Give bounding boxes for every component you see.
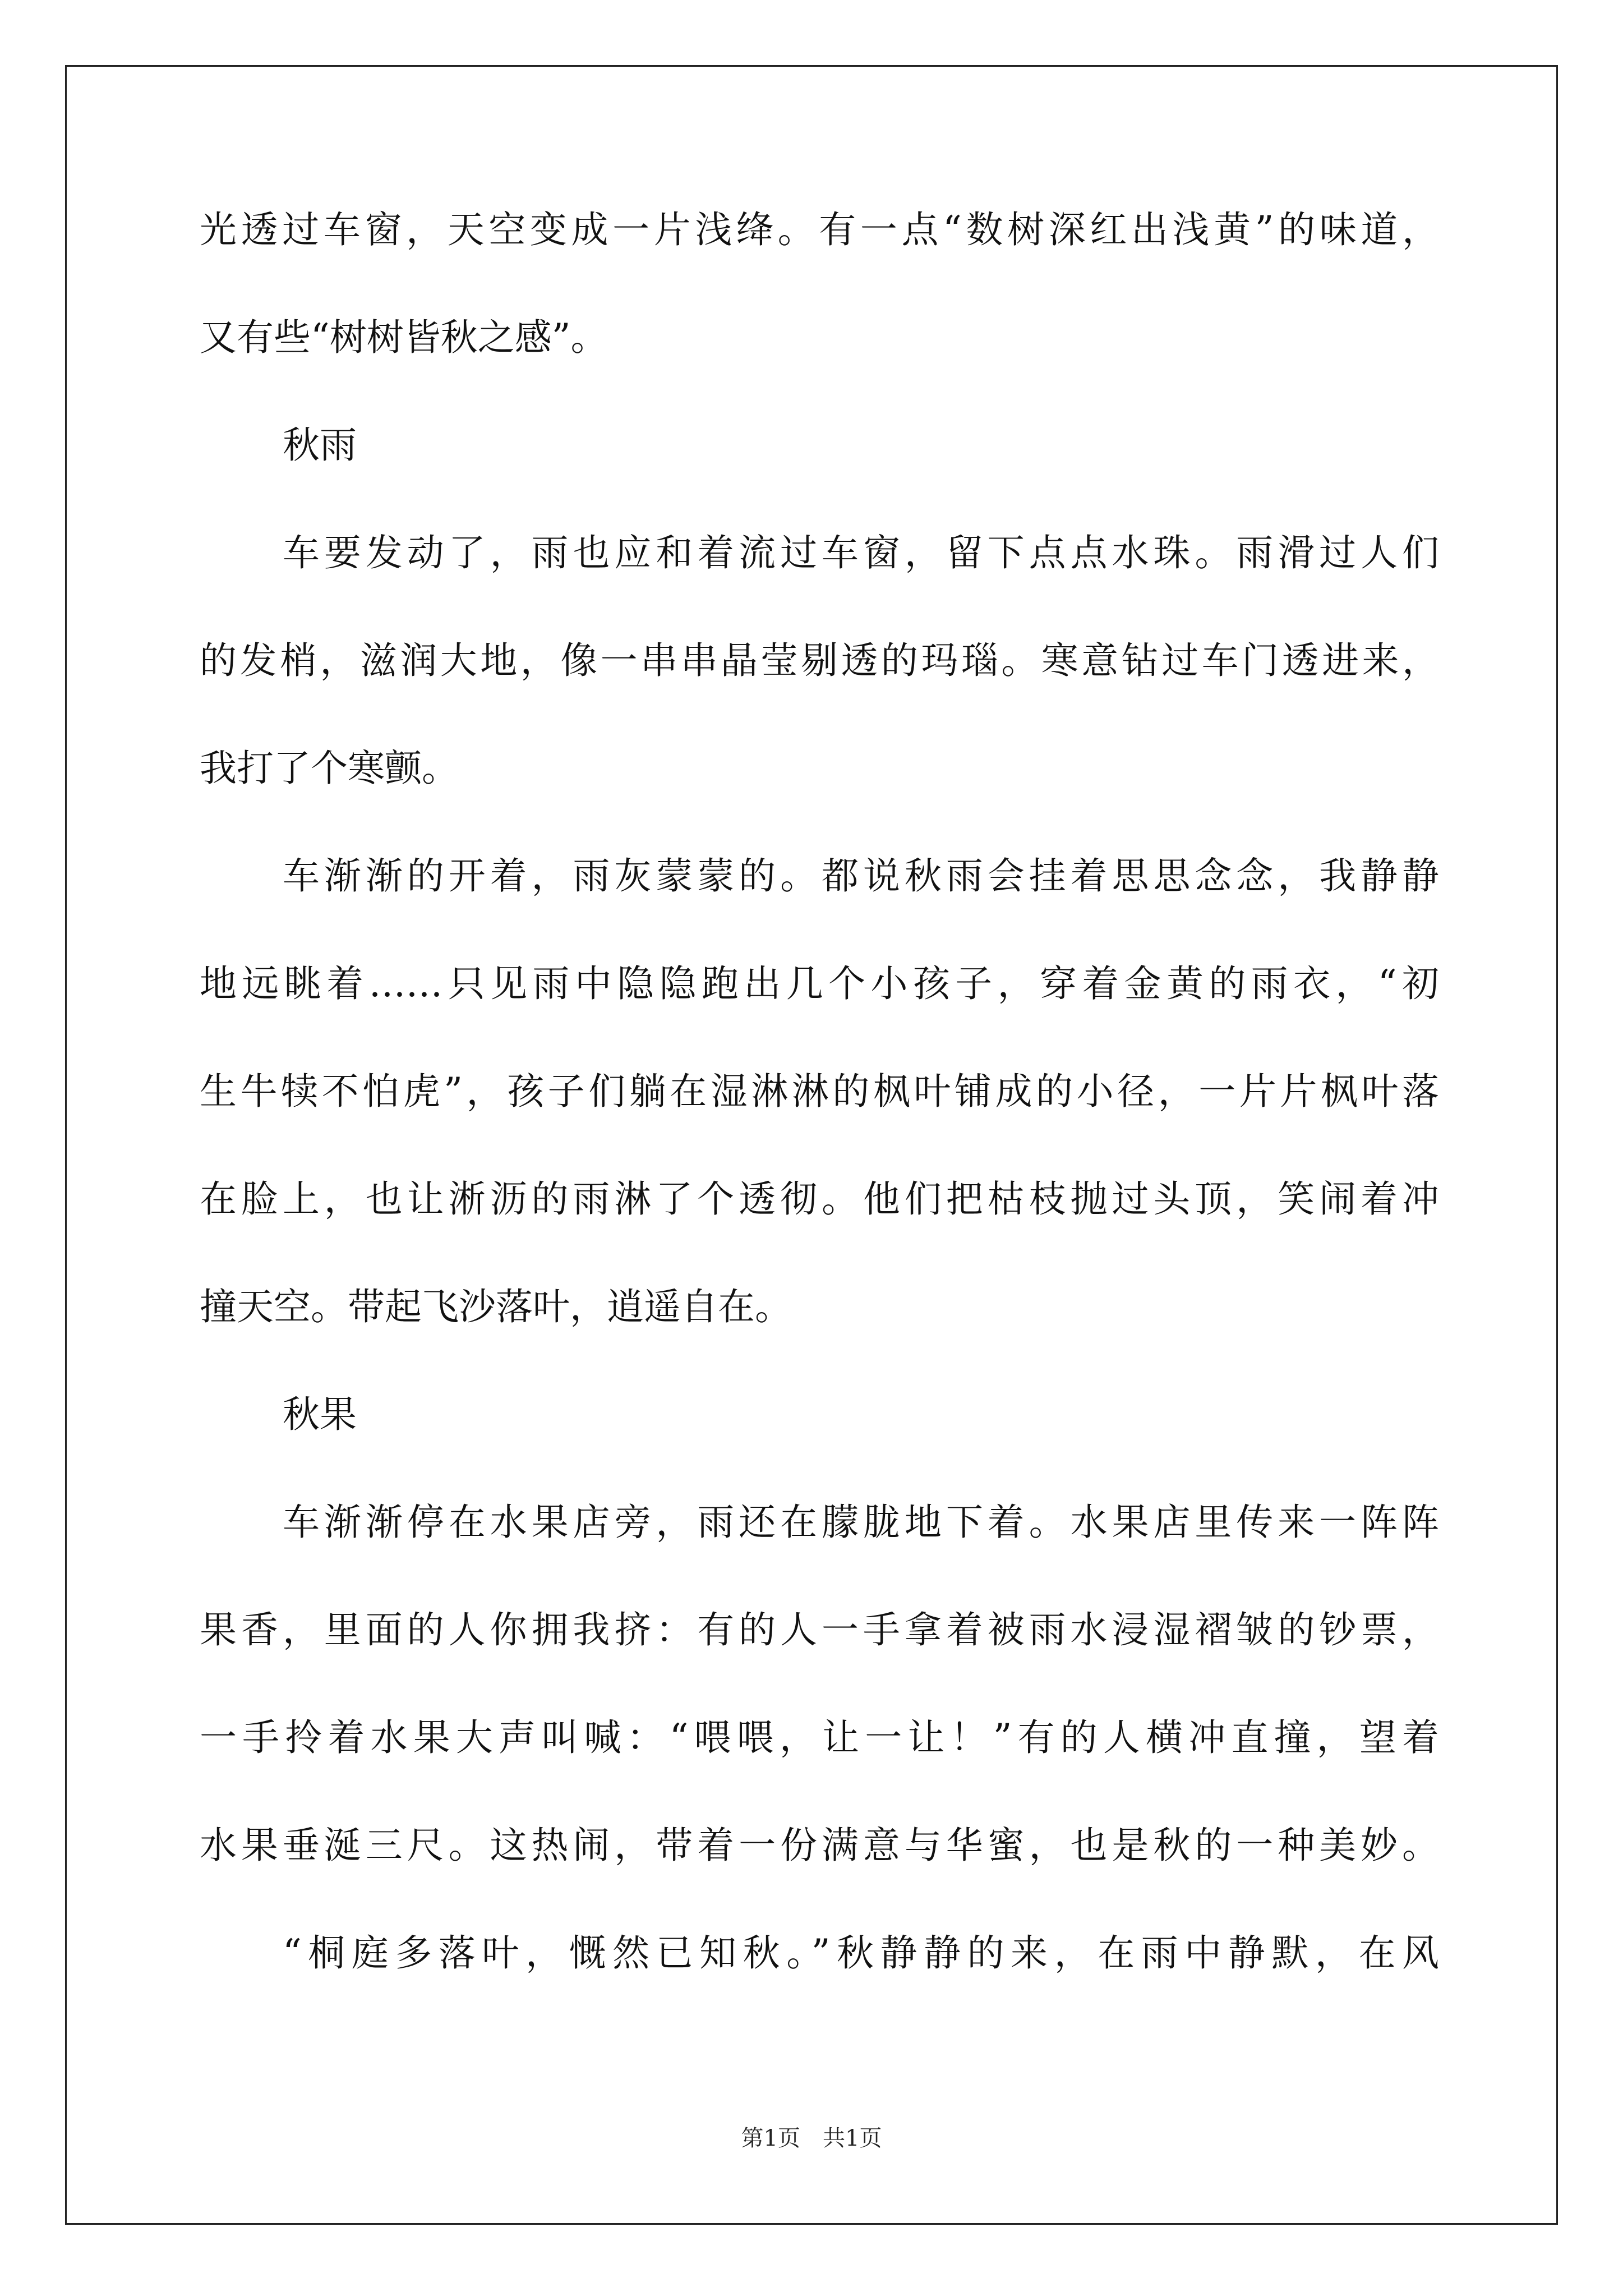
text-line: 的发梢，滋润大地，像一串串晶莹剔透的玛瑙。寒意钻过车门透进来， (200, 639, 1439, 682)
text-line: 又有些“树树皆秋之感”。 (200, 316, 608, 359)
text-line: “桐庭多落叶，慨然已知秋。”秋静静的来，在雨中静默，在风 (283, 1931, 1439, 1975)
section-heading: 秋果 (283, 1393, 357, 1436)
text-line: 撞天空。带起飞沙落叶，逍遥自在。 (200, 1285, 792, 1328)
text-line: 水果垂涎三尺。这热闹，带着一份满意与华蜜，也是秋的一种美妙。 (200, 1824, 1439, 1867)
text-line: 车要发动了，雨也应和着流过车窗，留下点点水珠。雨滑过人们 (283, 531, 1439, 574)
text-line: 生牛犊不怕虎”，孩子们躺在湿淋淋的枫叶铺成的小径，一片片枫叶落 (200, 1070, 1439, 1113)
section-heading: 秋雨 (283, 424, 357, 467)
text-line: 车渐渐停在水果店旁，雨还在朦胧地下着。水果店里传来一阵阵 (283, 1501, 1439, 1544)
text-line: 在脸上，也让淅沥的雨淋了个透彻。他们把枯枝抛过头顶，笑闹着冲 (200, 1177, 1439, 1221)
text-line: 车渐渐的开着，雨灰蒙蒙的。都说秋雨会挂着思思念念，我静静 (283, 854, 1439, 898)
page-number: 第1页 共1页 (741, 2125, 882, 2151)
text-line: 一手拎着水果大声叫喊：“喂喂，让一让！”有的人横冲直撞，望着 (200, 1716, 1439, 1759)
text-line: 果香，里面的人你拥我挤：有的人一手拿着被雨水浸湿褶皱的钞票， (200, 1608, 1439, 1651)
text-line: 地远眺着……只见雨中隐隐跑出几个小孩子，穿着金黄的雨衣，“初 (200, 962, 1439, 1005)
text-line: 我打了个寒颤。 (200, 747, 459, 790)
text-line: 光透过车窗，天空变成一片浅绛。有一点“数树深红出浅黄”的味道， (200, 208, 1439, 251)
document-body (200, 202, 1439, 2033)
